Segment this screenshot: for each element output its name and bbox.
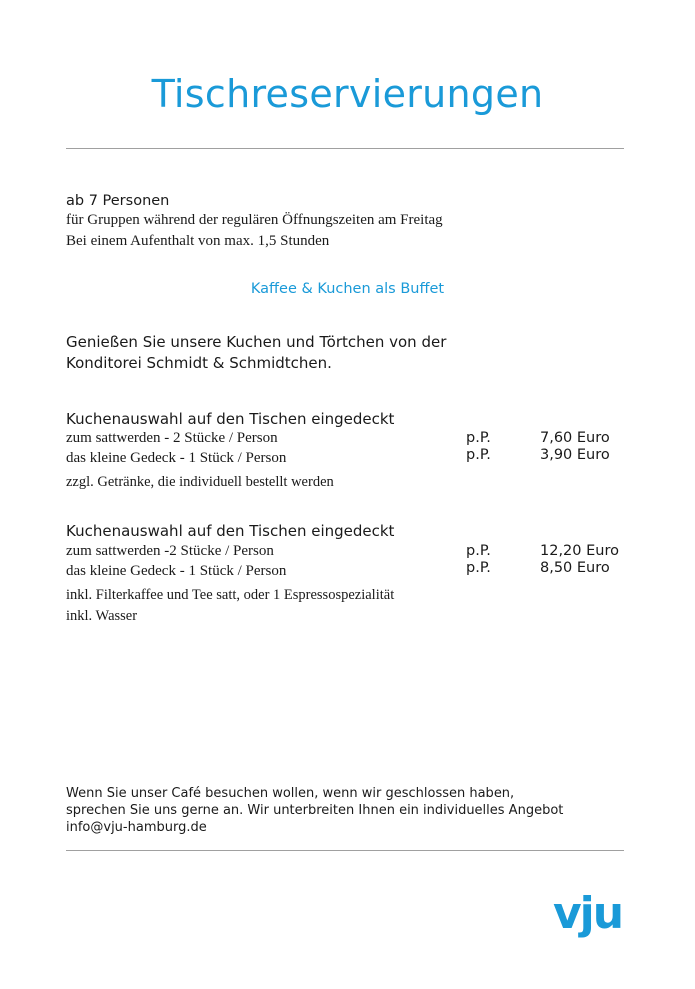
offer-2-item-2-label: das kleine Gedeck - 1 Stück / Person [66,563,287,579]
offer-2-note-2: inkl. Wasser [66,608,138,624]
offer-1-heading: Kuchenauswahl auf den Tischen eingedeckt [66,410,395,428]
offer-2-item-2-unit: p.P. [466,560,491,576]
intro-heading: ab 7 Personen [66,193,170,209]
offer-2-heading: Kuchenauswahl auf den Tischen eingedeckt [66,522,395,540]
section-subtitle: Kaffee & Kuchen als Buffet [250,281,445,297]
footer-line-2: sprechen Sie uns gerne an. Wir unterbreiten Ihnen ein individuelles Angebot [66,803,564,818]
offer-1-note-1: zzgl. Getränke, die individuell bestellt werden [66,474,334,490]
offer-2-item-1-unit: p.P. [466,543,491,559]
footer-line-1: Wenn Sie unser Café besuchen wollen, wenn wir geschlossen haben, [66,786,515,801]
offer-2-item-2-price: 8,50 Euro [540,560,610,576]
bottom-divider [66,850,624,851]
offer-1-item-1-label: zum sattwerden - 2 Stücke / Person [66,430,278,446]
offer-2-item-1-price: 12,20 Euro [540,543,619,559]
offer-1-item-2-price: 3,90 Euro [540,447,610,463]
top-divider [66,148,624,149]
description-line-2: Konditorei Schmidt & Schmidtchen. [66,354,332,372]
offer-2-note-1: inkl. Filterkaffee und Tee satt, oder 1 Espressospezialität [66,587,395,603]
offer-1-item-2-unit: p.P. [466,447,491,463]
description-line-1: Genießen Sie unsere Kuchen und Törtchen von der [66,333,447,351]
offer-2-item-1-label: zum sattwerden -2 Stücke / Person [66,543,274,559]
intro-line-2: Bei einem Aufenthalt von max. 1,5 Stunden [66,233,330,249]
intro-line-1: für Gruppen während der regulären Öffnungszeiten am Freitag [66,212,443,228]
vju-logo [553,890,625,946]
page-title: Tischreservierungen [151,72,544,116]
offer-1-item-2-label: das kleine Gedeck - 1 Stück / Person [66,450,287,466]
offer-1-item-1-price: 7,60 Euro [540,430,610,446]
offer-1-item-1-unit: p.P. [466,430,491,446]
footer-email[interactable]: info@vju-hamburg.de [66,820,207,835]
vju-logo-text: vju [553,890,623,939]
